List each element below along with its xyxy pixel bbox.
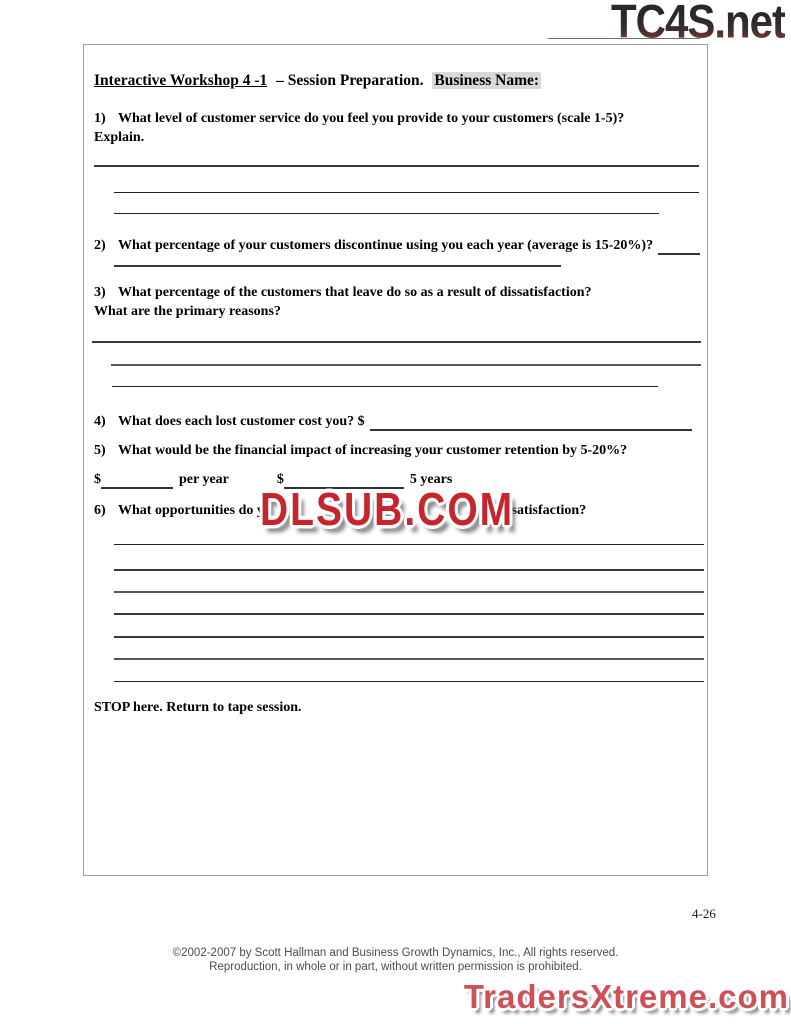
question-1 <box>94 110 700 128</box>
worksheet-title-main: Interactive Workshop 4 -1 <box>94 72 268 89</box>
answer-line <box>92 341 701 343</box>
question-2-number: 2) <box>94 238 106 253</box>
worksheet-title <box>94 72 541 90</box>
answer-line <box>114 636 704 638</box>
question-2 <box>94 237 700 255</box>
question-3 <box>94 284 700 302</box>
question-5-number: 5) <box>94 443 106 458</box>
question-6-text-start: What opportunities do yo <box>118 503 271 518</box>
question-4-number: 4) <box>94 414 106 429</box>
question-4 <box>94 413 700 431</box>
write-in-blank <box>658 241 700 255</box>
tc4s-watermark-logo: TC4S.net <box>611 0 785 48</box>
question-6-text-end: er satisfaction? <box>495 503 587 518</box>
question-1-number: 1) <box>94 111 106 126</box>
write-in-blank <box>370 417 692 431</box>
per-year-label: per year <box>179 472 229 487</box>
question-5-text: What would be the financial impact of increasing your customer retention by 5-20%? <box>118 443 628 458</box>
answer-line <box>114 192 699 193</box>
question-3-text: What percentage of the customers that leave do so as a result of dissatisfaction? <box>118 285 592 300</box>
page-number: 4-26 <box>692 906 716 921</box>
business-name-label: Business Name: <box>434 72 540 89</box>
answer-line <box>114 613 704 615</box>
question-1-text: What level of customer service do you feel you provide to your customers (scale 1-5)? <box>118 111 625 126</box>
question-4-text: What does each lost customer cost you? $ <box>118 414 365 429</box>
answer-line <box>114 265 561 267</box>
copyright-line: ©2002-2007 by Scott Hallman and Business Growth Dynamics, Inc., All rights reserved. <box>172 947 619 959</box>
question-3-text-line2: What are the primary reasons? <box>94 304 281 319</box>
answer-line <box>114 681 704 682</box>
answer-line <box>114 544 704 545</box>
tradersxtreme-watermark-logo: TradersXtreme.com <box>463 978 789 1015</box>
answer-line <box>111 364 701 366</box>
reproduction-line: Reproduction, in whole or in part, without written permission is prohibited. <box>209 960 582 973</box>
question-1-text-line2: Explain. <box>94 130 145 145</box>
copyright-footer <box>0 947 791 975</box>
five-years-label: 5 years <box>409 472 453 487</box>
answer-line <box>94 165 699 167</box>
worksheet-title-subtitle: – Session Preparation. <box>276 72 424 89</box>
question-6-number: 6) <box>94 503 106 518</box>
question-2-text: What percentage of your customers discontinue using you each year (average is 15-20%)? <box>118 238 654 253</box>
dollar-sign: $ <box>94 472 101 487</box>
answer-line <box>112 386 658 387</box>
question-5 <box>94 442 700 460</box>
stop-note: STOP here. Return to tape session. <box>94 700 302 715</box>
write-in-blank <box>101 475 173 489</box>
worksheet-border-box <box>83 44 708 876</box>
question-3-number: 3) <box>94 285 106 300</box>
answer-line <box>114 658 704 660</box>
answer-line <box>114 569 704 571</box>
answer-line <box>114 213 659 214</box>
dollar-sign: $ <box>276 472 284 487</box>
dlsub-watermark-logo: DLSUB.COM <box>260 484 515 536</box>
answer-line <box>114 591 704 593</box>
